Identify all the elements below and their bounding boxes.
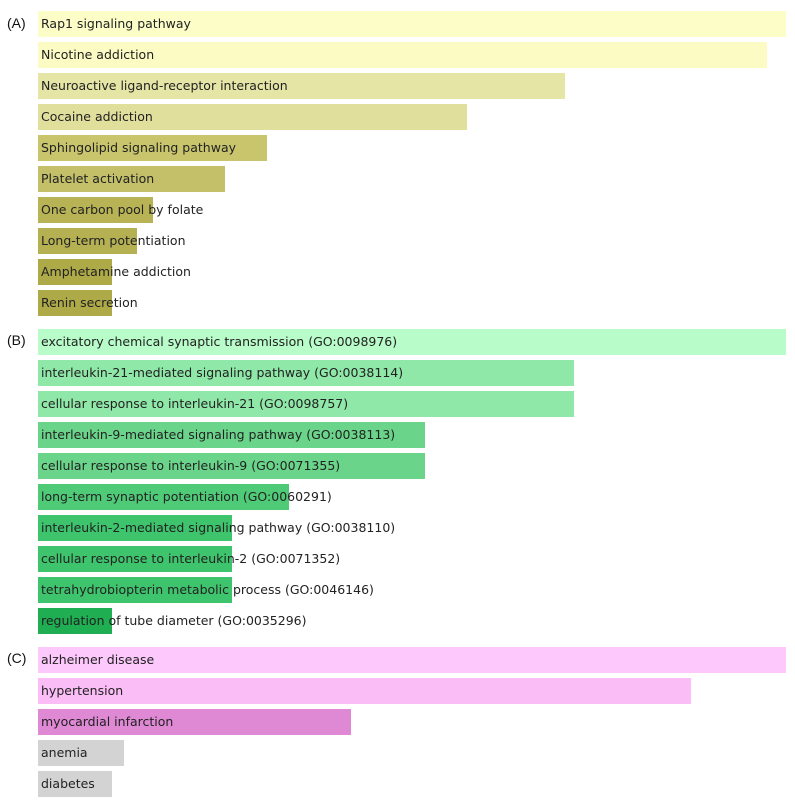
bar-label: One carbon pool by folate [41,202,204,217]
bar-label: cellular response to interleukin-21 (GO:0098757) [41,396,349,411]
bar-label: Neuroactive ligand-receptor interaction [41,78,288,93]
bar-label: Amphetamine addiction [41,264,191,279]
bar-label: Nicotine addiction [41,47,155,62]
bar-label: Sphingolipid signaling pathway [41,140,237,155]
bar-label: cellular response to interleukin-9 (GO:0071355) [41,458,341,473]
bar-label: Rap1 signaling pathway [41,16,191,31]
bar-label: myocardial infarction [41,714,174,729]
bar-label: regulation of tube diameter (GO:0035296) [41,613,307,628]
bar-label: tetrahydrobiopterin metabolic process (GO:0046146) [41,582,374,597]
bar-label: diabetes [41,776,95,791]
bar-label: interleukin-2-mediated signaling pathway (GO:0038110) [41,520,396,535]
bar-label: Platelet activation [41,171,155,186]
panel-label: (C) [7,650,27,666]
bar-label: hypertension [41,683,124,698]
bar-label: interleukin-21-mediated signaling pathway (GO:0038114) [41,365,404,380]
bar-label: Cocaine addiction [41,109,153,124]
bar-label: excitatory chemical synaptic transmission (GO:0098976) [41,334,398,349]
bar-label: Renin secretion [41,295,138,310]
panel-label: (B) [7,332,26,348]
bar-label: cellular response to interleukin-2 (GO:0071352) [41,551,341,566]
panel-label: (A) [7,15,26,31]
bar [38,678,691,704]
bar-label: alzheimer disease [41,652,155,667]
bar-label: long-term synaptic potentiation (GO:0060291) [41,489,332,504]
bar-label: interleukin-9-mediated signaling pathway (GO:0038113) [41,427,396,442]
bar-label: anemia [41,745,88,760]
bar-label: Long-term potentiation [41,233,186,248]
